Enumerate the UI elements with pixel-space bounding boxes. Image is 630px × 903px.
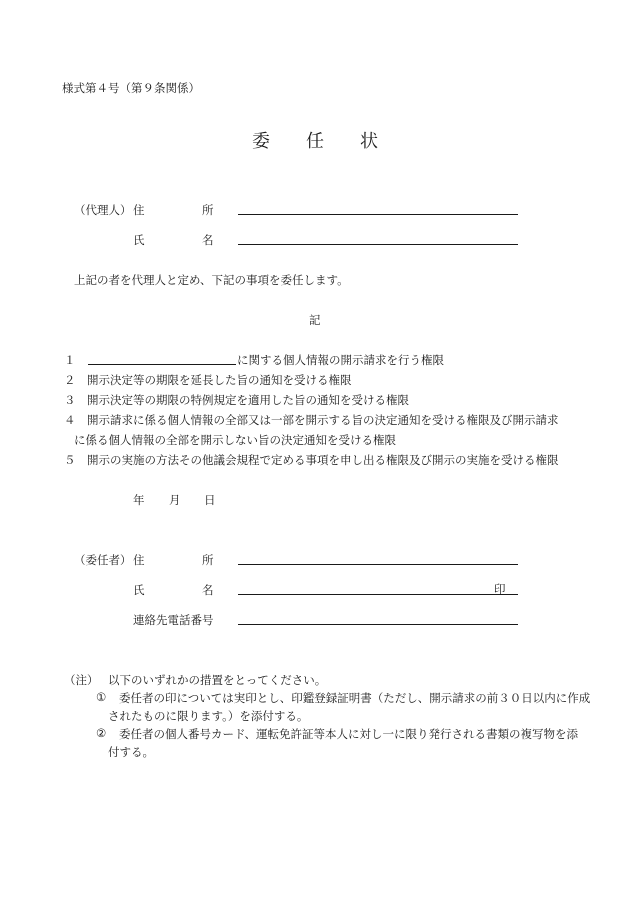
note-item-text-continuation: されたものに限ります。）を添付する。 [108, 709, 309, 723]
document-title: 委 任 状 [252, 131, 378, 152]
item-number: ２ [64, 373, 76, 387]
item-text: に関する個人情報の開示請求を行う権限 [237, 353, 444, 367]
agent-name-line[interactable] [238, 244, 518, 245]
delegation-statement: 上記の者を代理人と定め、下記の事項を委任します。 [74, 273, 349, 287]
phone-label: 連絡先電話番号 [133, 613, 214, 627]
principal-address-label: 住 所 [133, 553, 214, 567]
agent-name-label: 氏 名 [133, 233, 214, 247]
note-item-text: 委任者の印については実印とし、印鑑登録証明書（ただし、開示請求の前３０日以内に作成 [119, 691, 591, 705]
item-number: ３ [64, 393, 76, 407]
item-text: 開示の実施の方法その他議会規程で定める事項を申し出る権限及び開示の実施を受ける権限 [87, 453, 559, 467]
month-label: 月 [169, 493, 181, 507]
principal-name-line[interactable] [238, 594, 518, 595]
item-1-blank-line[interactable] [88, 364, 236, 365]
item-text: 開示決定等の期限の特例規定を適用した旨の通知を受ける権限 [87, 393, 409, 407]
year-label: 年 [133, 493, 145, 507]
note-item-mark: ② [96, 726, 107, 740]
note-item-mark: ① [96, 690, 107, 704]
item-number: ４ [64, 413, 76, 427]
item-text-continuation: に係る個人情報の全部を開示しない旨の決定通知を受ける権限 [74, 433, 396, 447]
item-text: 開示決定等の期限を延長した旨の通知を受ける権限 [87, 373, 352, 387]
agent-address-label: 住 所 [133, 203, 214, 217]
principal-name-label: 氏 名 [133, 583, 214, 597]
item-number: ５ [64, 453, 76, 467]
seal-mark: 印 [494, 582, 506, 596]
principal-role-label: （委任者） [74, 553, 132, 567]
form-number: 様式第４号（第９条関係） [62, 81, 200, 95]
note-item-text: 委任者の個人番号カード、運転免許証等本人に対し一に限り発行される書類の複写物を添 [119, 727, 578, 741]
phone-line[interactable] [238, 624, 518, 625]
note-label: （注） [64, 673, 99, 687]
item-text: 開示請求に係る個人情報の全部又は一部を開示する旨の決定通知を受ける権限及び開示請求 [87, 413, 559, 427]
principal-address-line[interactable] [238, 564, 518, 565]
item-number: １ [64, 353, 76, 367]
note-text: 以下のいずれかの措置をとってください。 [108, 673, 327, 687]
ki-heading: 記 [309, 313, 321, 327]
note-item-text-continuation: 付する。 [108, 745, 154, 759]
agent-address-line[interactable] [238, 214, 518, 215]
agent-role-label: （代理人） [74, 203, 132, 217]
day-label: 日 [204, 493, 216, 507]
